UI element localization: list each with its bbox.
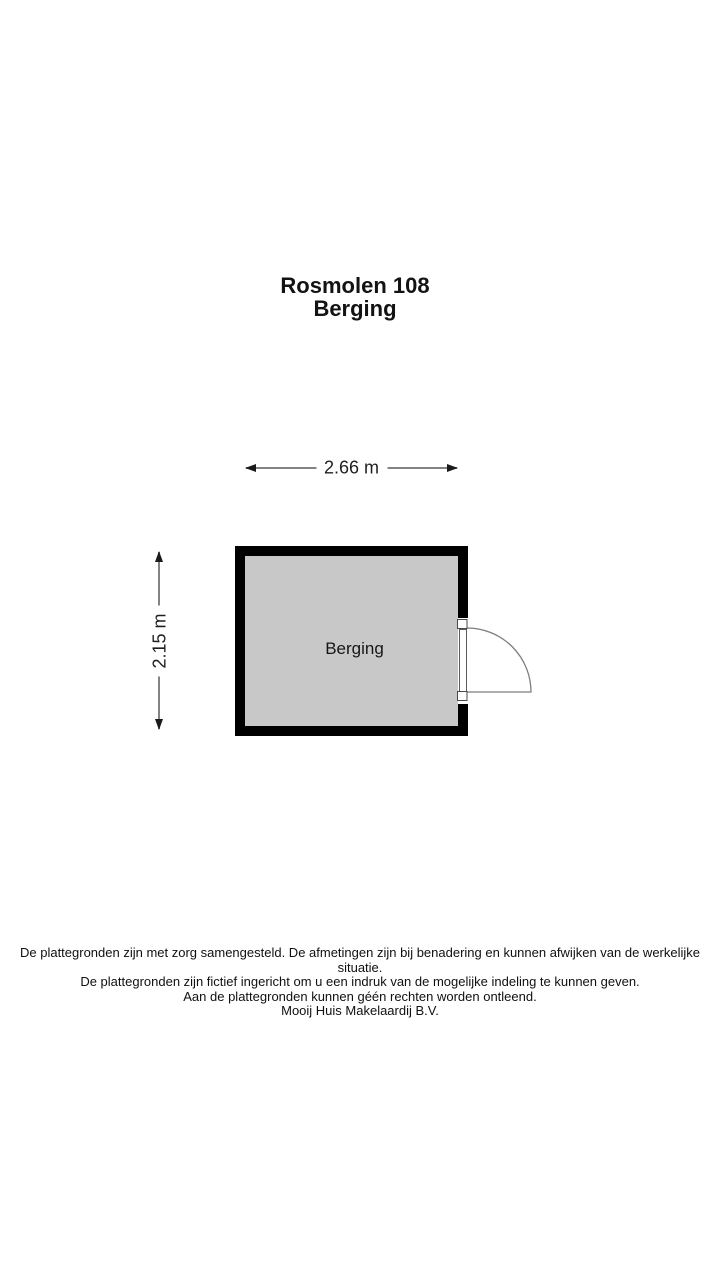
disclaimer-line: Aan de plattegronden kunnen géén rechten worden ontleend. xyxy=(183,988,537,1004)
disclaimer xyxy=(0,946,720,1019)
door-icon xyxy=(440,610,550,710)
room-berging xyxy=(235,546,468,736)
height-dimension-label: 2.15 m xyxy=(149,605,170,676)
arrow-right-icon xyxy=(447,464,458,472)
disclaimer-line: De plattegronden zijn met zorg samengesteld. De afmetingen zijn bij benadering en kunnen afwijken van de werkelijke situatie. xyxy=(19,945,700,975)
title-block xyxy=(0,274,710,320)
arrow-down-icon xyxy=(155,719,163,730)
page-subtitle: Berging xyxy=(313,296,397,321)
door-swing-arc xyxy=(467,628,531,692)
width-dimension xyxy=(245,457,458,478)
door-jamb-bottom xyxy=(458,692,468,701)
company-name: Mooij Huis Makelaardij B.V. xyxy=(281,1003,439,1018)
height-dimension xyxy=(149,551,169,730)
arrow-left-icon xyxy=(245,464,256,472)
door-panel xyxy=(460,630,467,692)
width-dimension-label: 2.66 m xyxy=(316,458,387,479)
arrow-up-icon xyxy=(155,551,163,562)
door-jamb-top xyxy=(458,620,468,629)
room-label: Berging xyxy=(325,639,384,658)
page-title: Rosmolen 108 xyxy=(280,273,430,298)
disclaimer-line: De plattegronden zijn fictief ingericht om u een indruk van de mogelijke indeling te kunnen geven. xyxy=(80,974,640,989)
